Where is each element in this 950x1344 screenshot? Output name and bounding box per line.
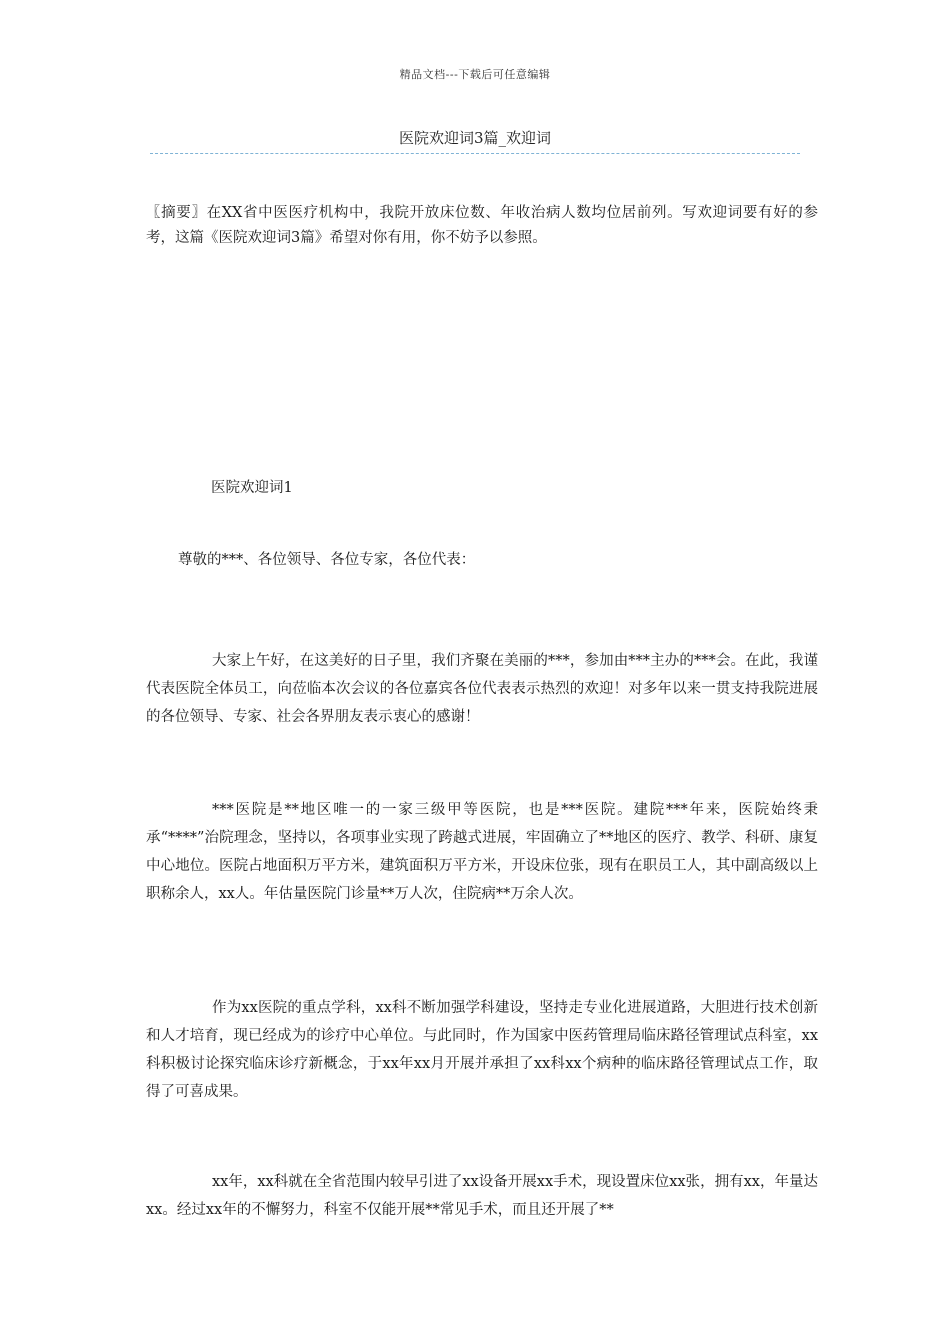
section-heading: 医院欢迎词1: [211, 480, 293, 496]
header-note: 精品文档---下载后可任意编辑: [399, 68, 551, 81]
body-paragraph: 作为xx医院的重点学科，xx科不断加强学科建设，坚持走专业化进展道路，大胆进行技术创新和人才培育，现已经成为的诊疗中心单位。与此同时，作为国家中医药管理局临床路径管理试点科室，xx科积极讨论探究临床诊疗新概念，于xx年xx月开展并承担了xx科xx个病种的临床路径管理试点工作，取得了可喜成果。: [146, 1000, 818, 1100]
abstract-paragraph: 〖摘要〗在XX省中医医疗机构中，我院开放床位数、年收治病人数均位居前列。写欢迎词要有好的参考，这篇《医院欢迎词3篇》希望对你有用，你不妨予以参照。: [146, 205, 818, 246]
body-paragraph: xx年，xx科就在全省范围内较早引进了xx设备开展xx手术，现设置床位xx张，拥有xx，年量达xx。经过xx年的不懈努力，科室不仅能开展**常见手术，而且还开展了**: [146, 1174, 818, 1218]
body-paragraph: ***医院是**地区唯一的一家三级甲等医院，也是***医院。建院***年来，医院始终秉承“****”治院理念，坚持以，各项事业实现了跨越式进展，牢固确立了**地区的医疗、教学、科研、康复中心地位。医院占地面积万平方米，建筑面积万平方米，开设床位张，现有在职员工人，其中副高级以上职称余人，xx人。年估量医院门诊量**万人次，住院病**万余人次。: [146, 802, 818, 902]
document-title: 医院欢迎词3篇_欢迎词: [398, 129, 552, 147]
salutation: 尊敬的***、各位领导、各位专家，各位代表：: [178, 552, 476, 568]
body-paragraph: 大家上午好，在这美好的日子里，我们齐聚在美丽的***，参加由***主办的***会。在此，我谨代表医院全体员工，向莅临本次会议的各位嘉宾各位代表表示热烈的欢迎！对多年以来一贯支持我院进展的各位领导、专家、社会各界朋友表示衷心的感谢！: [146, 653, 818, 725]
dashed-divider: [150, 153, 800, 154]
